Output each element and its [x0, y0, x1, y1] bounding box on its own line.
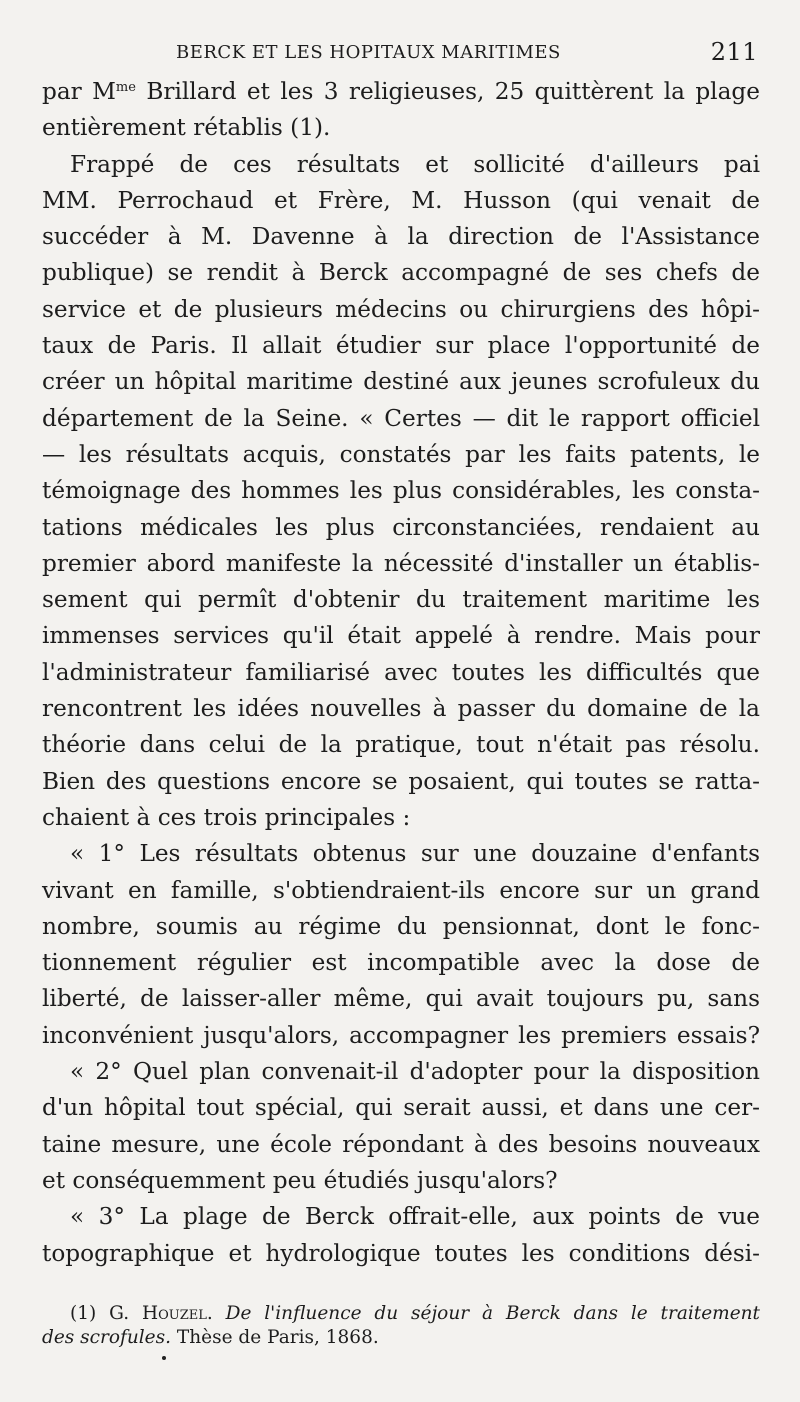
text-line: Bien des questions encore se posaient, qui toutes se ratta- [42, 767, 760, 795]
paragraph-start: « 3° La plage de Berck offrait-elle, aux points de vue [70, 1203, 760, 1231]
text-line: inconvénient jusqu'alors, accompagner les premiers essais? [42, 1021, 760, 1049]
paragraph-start: Frappé de ces résultats et sollicité d'ailleurs pai [70, 150, 760, 178]
page-header [42, 36, 760, 74]
text-line: taux de Paris. Il allait étudier sur place l'opportunité de [42, 332, 760, 360]
text-line: nombre, soumis au régime du pensionnat, dont le fonc- [42, 912, 760, 940]
text-line: MM. Perrochaud et Frère, M. Husson (qui venait de [42, 186, 760, 214]
text-line: succéder à M. Davenne à la direction de l'Assistance [42, 223, 760, 251]
footnote-author: G. Houzel. [109, 1302, 213, 1324]
text-line: — les résultats acquis, constatés par les faits patents, le [42, 440, 760, 468]
text-line: tations médicales les plus circonstanciées, rendaient au [42, 513, 760, 541]
text-line: chaient à ces trois principales : [42, 803, 411, 831]
text-line: topographique et hydrologique toutes les conditions dési- [42, 1239, 760, 1267]
text-line: rencontrent les idées nouvelles à passer du domaine de la [42, 695, 760, 723]
text-line: l'administrateur familiarisé avec toutes les difficultés que [42, 658, 760, 686]
text-line: témoignage des hommes les plus considérables, les consta- [42, 477, 760, 505]
text-line: tionnement régulier est incompatible avec la dose de [42, 949, 760, 977]
footnote-marker: (1) [70, 1302, 110, 1324]
footnote-title: De l'influence du séjour à Berck dans le traitement [225, 1302, 760, 1324]
running-title: BERCK ET LES HOPITAUX MARITIMES [176, 42, 561, 63]
text-line: taine mesure, une école répondant à des besoins nouveaux [42, 1130, 760, 1158]
text-line: liberté, de laisser-aller même, qui avait toujours pu, sans [42, 985, 760, 1013]
footnote-line [42, 1302, 760, 1326]
text-line: service et de plusieurs médecins ou chirurgiens des hôpi- [42, 295, 760, 323]
text-line: premier abord manifeste la nécessité d'installer un établis- [42, 549, 760, 577]
footnote [42, 1302, 760, 1350]
page-number: 211 [710, 38, 758, 66]
footnote-line [42, 1326, 760, 1350]
paragraph-start: « 2° Quel plan convenait-il d'adopter pour la disposition [70, 1058, 760, 1086]
footnote-source: Thèse de Paris, 1868. [171, 1326, 379, 1348]
body-text [42, 74, 760, 1272]
text-line: publique) se rendit à Berck accompagné de ses chefs de [42, 259, 760, 287]
text-line: par $M^{me}$ Brillard et les 3 religieuses, 25 quittèrent la plage [42, 78, 760, 105]
print-speck [162, 1356, 166, 1360]
text-line: immenses services qu'il était appelé à rendre. Mais pour [42, 622, 760, 650]
text-line: entièrement rétablis (1). [42, 114, 331, 142]
text-line: théorie dans celui de la pratique, tout n'était pas résolu. [42, 731, 760, 759]
text-line: département de la Seine. « Certes — dit le rapport officiel [42, 404, 760, 432]
text-line: sement qui permît d'obtenir du traitement maritime les [42, 586, 760, 614]
text-line: et conséquemment peu étudiés jusqu'alors? [42, 1166, 558, 1194]
paragraph-start: « 1° Les résultats obtenus sur une douzaine d'enfants [70, 840, 760, 868]
text-line: vivant en famille, s'obtiendraient-ils encore sur un grand [42, 876, 760, 904]
text-line: créer un hôpital maritime destiné aux jeunes scrofuleux du [42, 368, 760, 396]
footnote-title-continued: des scrofules. [42, 1326, 172, 1348]
text-line: d'un hôpital tout spécial, qui serait aussi, et dans une cer- [42, 1094, 760, 1122]
